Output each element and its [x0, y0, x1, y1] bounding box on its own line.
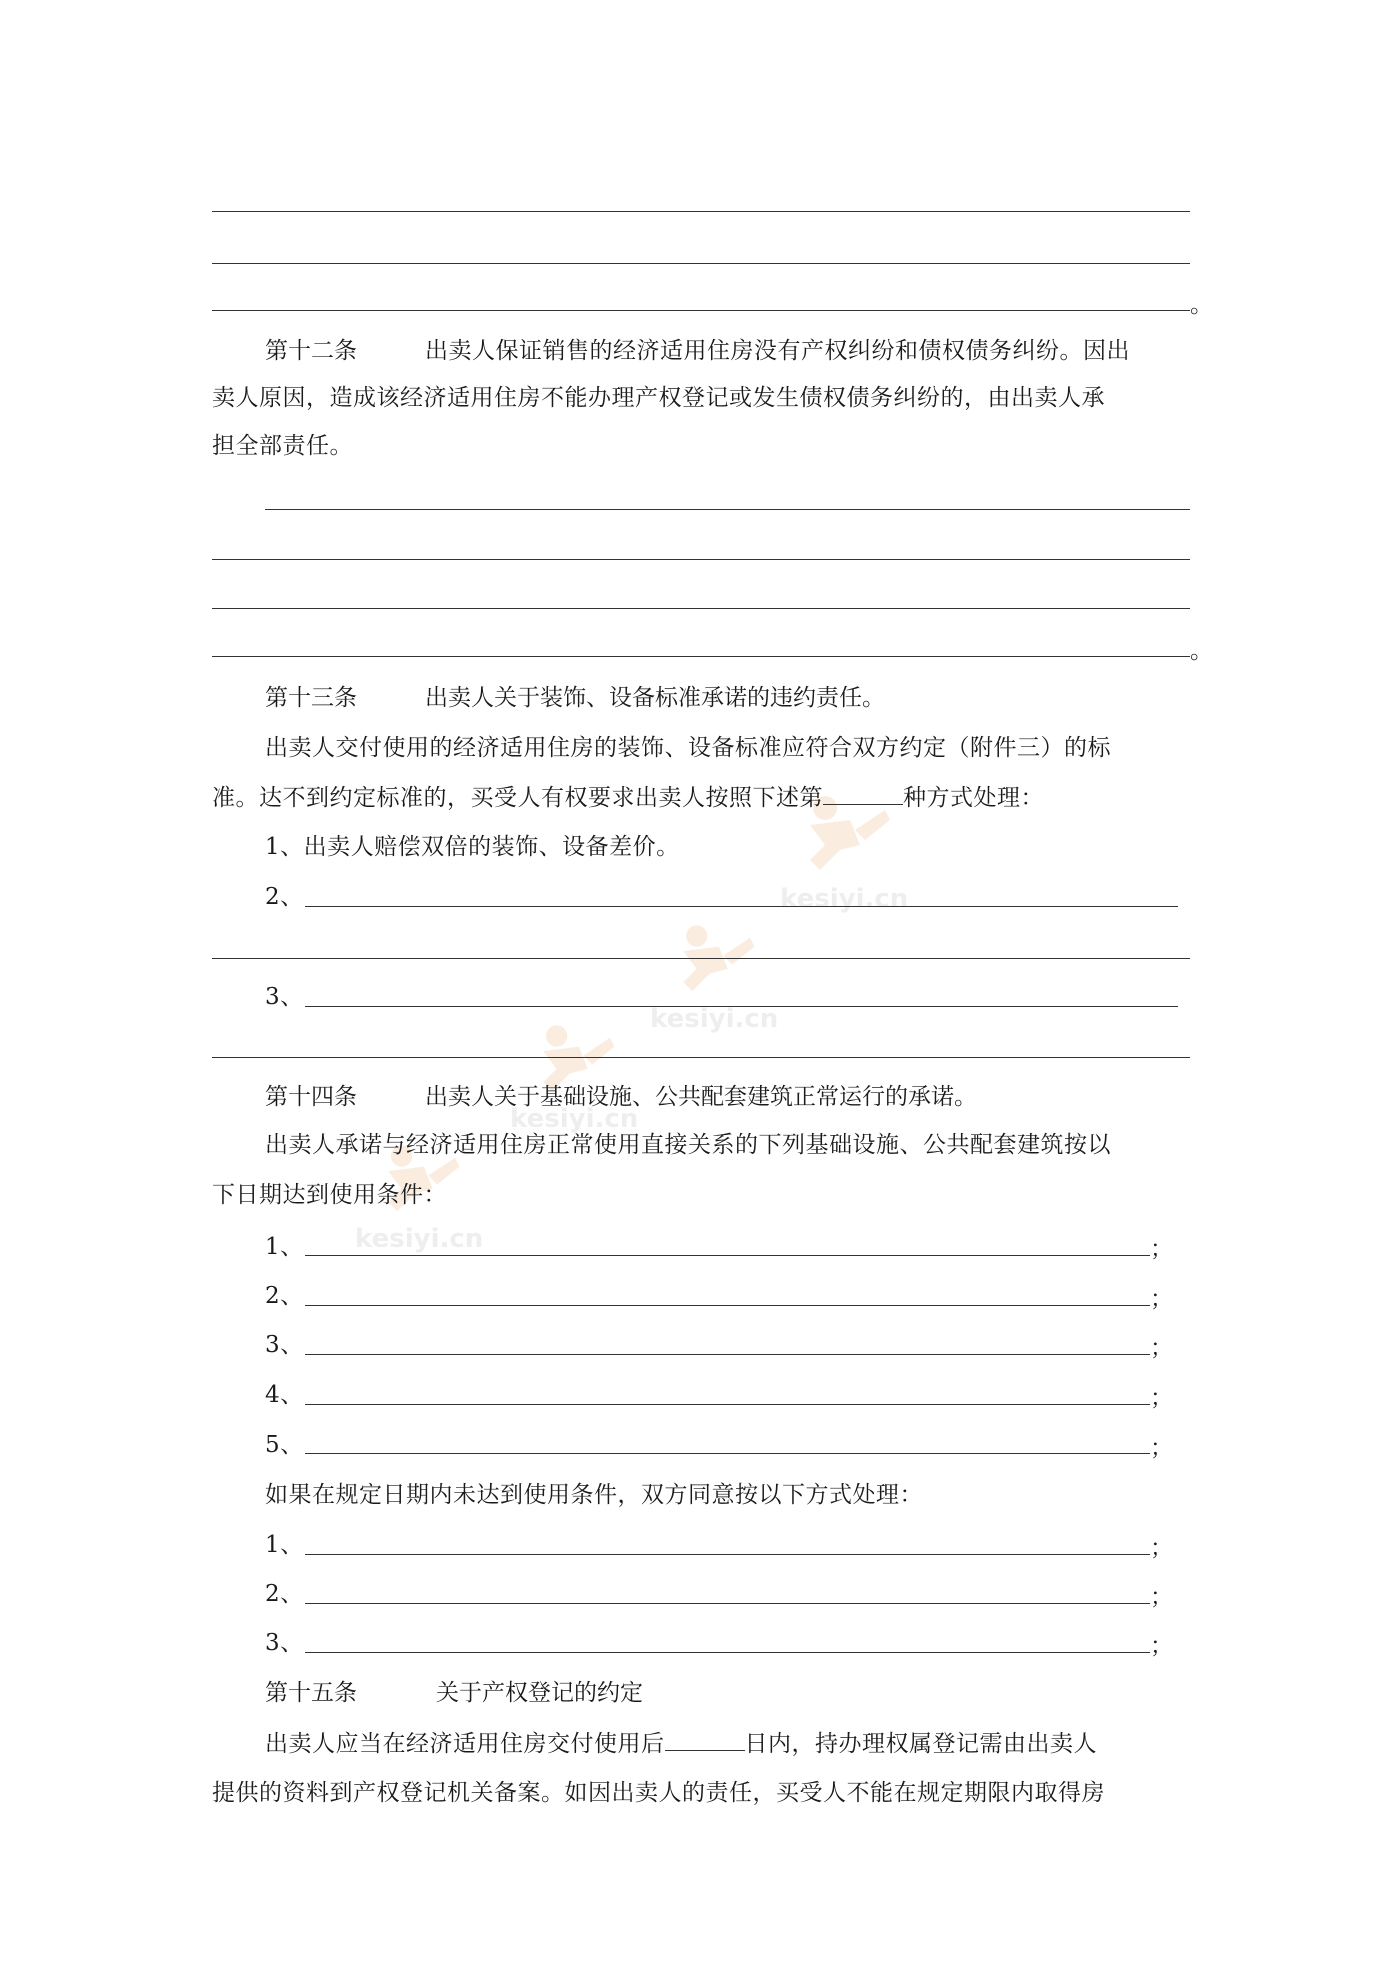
blank-line[interactable] — [305, 1554, 1150, 1555]
watermark-text: kesiyi.cn — [355, 1224, 484, 1254]
article-14-item-number: 2、 — [265, 1581, 304, 1607]
blank-line[interactable] — [212, 958, 1190, 959]
blank-line[interactable] — [305, 1453, 1150, 1454]
item-semicolon: ； — [1150, 1584, 1174, 1610]
article-15-paragraph: 提供的资料到产权登记机关备案。如因出卖人的责任，买受人不能在规定期限内取得房 — [212, 1780, 1105, 1806]
watermark-text: kesiyi.cn — [780, 884, 909, 914]
blank-line — [212, 608, 1190, 609]
blank-line — [212, 263, 1190, 264]
item-semicolon: ； — [1150, 1335, 1174, 1361]
article-15-text: 日内，持办理权属登记需由出卖人 — [744, 1731, 1097, 1757]
article-14-paragraph: 如果在规定日期内未达到使用条件，双方同意按以下方式处理： — [265, 1482, 923, 1508]
blank-line[interactable] — [305, 1652, 1150, 1653]
item-semicolon: ； — [1150, 1435, 1174, 1461]
article-14-item-number: 3、 — [265, 1332, 304, 1358]
method-number-blank[interactable] — [823, 782, 903, 805]
blank-line[interactable] — [305, 1404, 1150, 1405]
article-12-line: 出卖人保证销售的经济适用住房没有产权纠纷和债权债务纠纷。因出 — [425, 338, 1130, 364]
article-15-text: 出卖人应当在经济适用住房交付使用后 — [265, 1731, 665, 1757]
article-13-text: 种方式处理： — [903, 785, 1044, 811]
item-semicolon: ； — [1150, 1286, 1174, 1312]
blank-line — [265, 509, 1190, 510]
item-semicolon: ； — [1150, 1236, 1174, 1262]
watermark-text: kesiyi.cn — [650, 1004, 779, 1034]
watermark — [510, 1020, 638, 1134]
article-15-title: 第十五条 — [265, 1680, 357, 1706]
article-14-item-number: 4、 — [265, 1382, 304, 1408]
blank-line — [212, 211, 1190, 212]
end-mark: 。 — [1190, 292, 1214, 318]
blank-line[interactable] — [305, 1354, 1150, 1355]
blank-line[interactable] — [305, 1305, 1150, 1306]
article-13-text: 准。达不到约定标准的，买受人有权要求出卖人按照下述第 — [212, 785, 823, 811]
article-14-title: 第十四条 — [265, 1084, 357, 1110]
item-semicolon: ； — [1150, 1385, 1174, 1411]
article-13-title: 第十三条 — [265, 685, 357, 711]
article-13-paragraph: 出卖人交付使用的经济适用住房的装饰、设备标准应符合双方约定（附件三）的标 — [265, 735, 1111, 761]
blank-line[interactable] — [305, 1006, 1178, 1007]
article-14-heading: 出卖人关于基础设施、公共配套建筑正常运行的承诺。 — [425, 1084, 977, 1110]
item-semicolon: ； — [1150, 1633, 1174, 1659]
article-14-paragraph: 下日期达到使用条件： — [212, 1182, 447, 1208]
blank-line[interactable] — [305, 906, 1178, 907]
blank-line[interactable] — [305, 1255, 1150, 1256]
article-12-title: 第十二条 — [265, 338, 357, 364]
watermark-text: kesiyi.cn — [510, 1104, 639, 1134]
article-13-item-number: 2、 — [265, 884, 304, 910]
article-15-heading: 关于产权登记的约定 — [436, 1680, 643, 1706]
article-13-heading: 出卖人关于装饰、设备标准承诺的违约责任。 — [425, 685, 885, 711]
blank-line[interactable] — [212, 1057, 1190, 1058]
watermark — [650, 920, 778, 1034]
article-13-paragraph — [212, 782, 1044, 813]
item-semicolon: ； — [1150, 1535, 1174, 1561]
article-13-item-number: 3、 — [265, 984, 304, 1010]
blank-line[interactable] — [305, 1603, 1150, 1604]
article-13-item: 1、出卖人赔偿双倍的装饰、设备差价。 — [265, 834, 680, 860]
article-14-item-number: 3、 — [265, 1630, 304, 1656]
article-12-line: 担全部责任。 — [212, 433, 353, 459]
blank-line — [212, 656, 1190, 657]
blank-line — [212, 310, 1190, 311]
article-14-item-number: 1、 — [265, 1234, 304, 1260]
runner-logo-icon — [650, 920, 770, 1000]
article-14-item-number: 2、 — [265, 1283, 304, 1309]
days-blank[interactable] — [665, 1728, 745, 1751]
article-14-paragraph: 出卖人承诺与经济适用住房正常使用直接关系的下列基础设施、公共配套建筑按以 — [265, 1132, 1111, 1158]
article-15-paragraph — [265, 1728, 1097, 1759]
article-12-line: 卖人原因，造成该经济适用住房不能办理产权登记或发生债权债务纠纷的，由出卖人承 — [212, 385, 1105, 411]
article-14-item-number: 1、 — [265, 1532, 304, 1558]
end-mark: 。 — [1190, 638, 1214, 664]
blank-line — [212, 559, 1190, 560]
article-14-item-number: 5、 — [265, 1432, 304, 1458]
